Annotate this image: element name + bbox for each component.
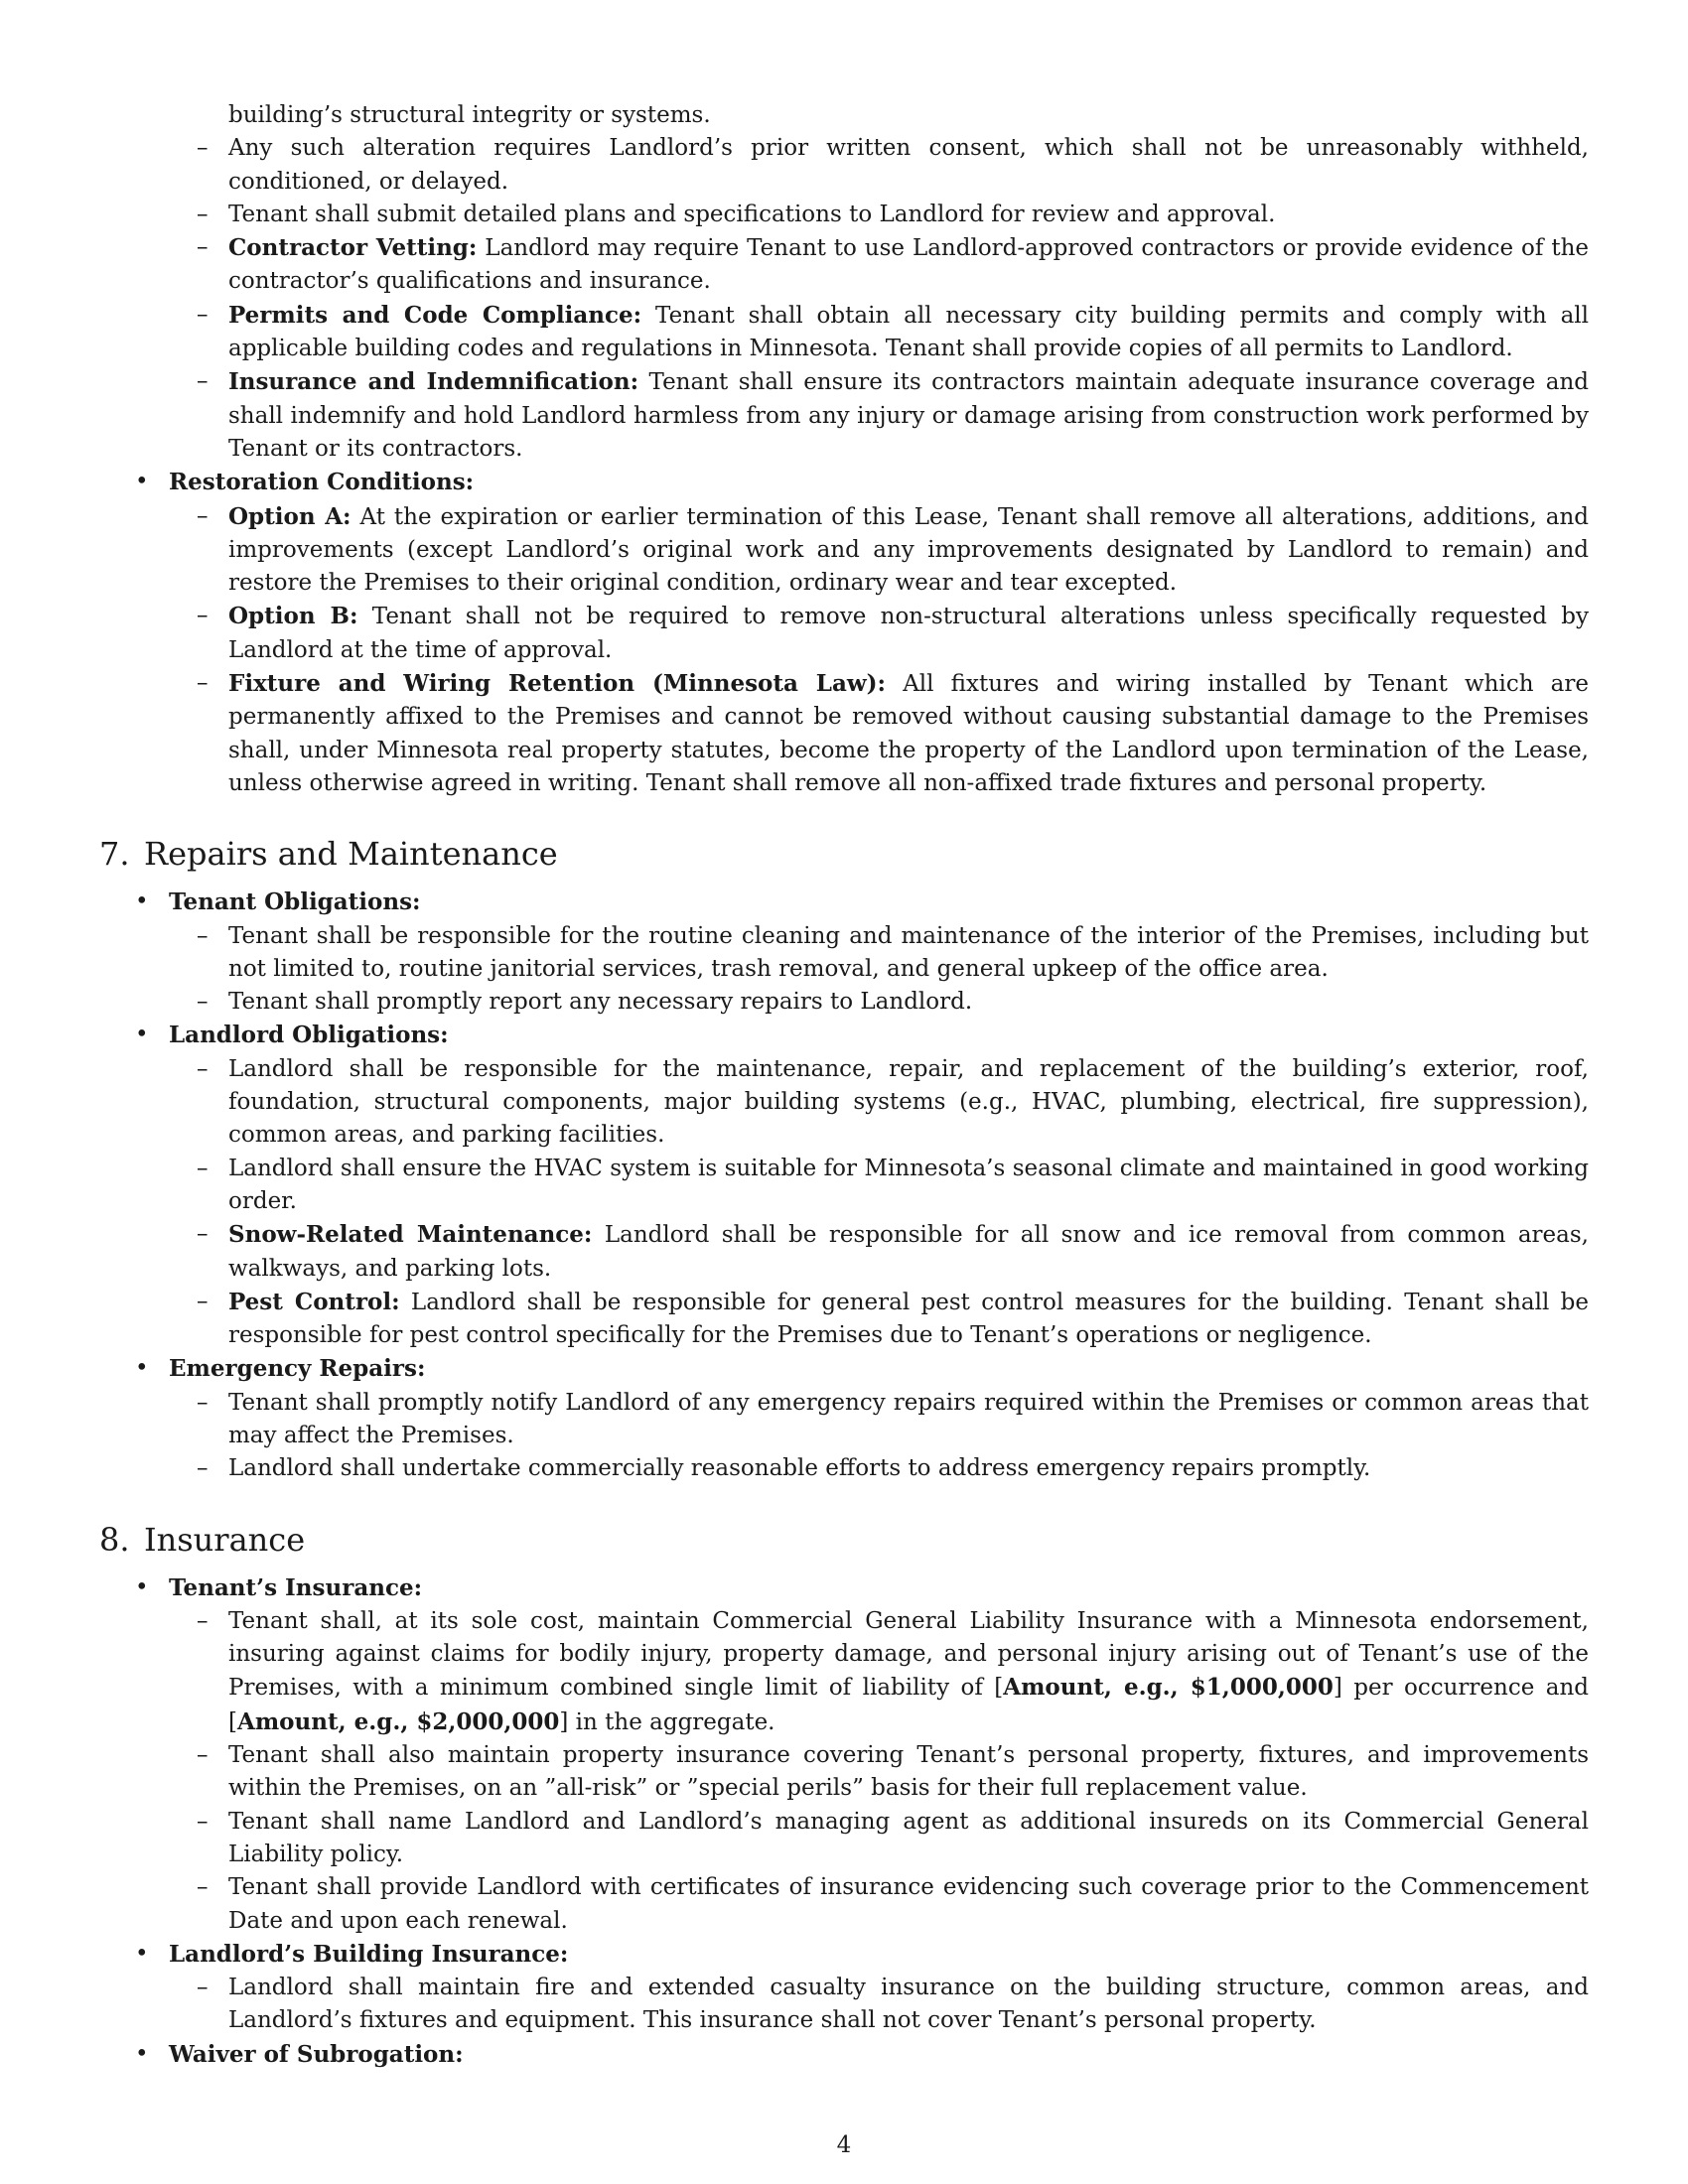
list-item <box>99 1806 1589 1872</box>
bullet-item <box>99 1352 1589 1386</box>
item-text: Tenant shall obtain all necessary city building permits and comply with all applicable building codes and regulations in Minnesota. Tenant shall provide copies of all permits to Landlord. <box>228 302 1589 362</box>
item-text: Landlord shall ensure the HVAC system is suitable for Minnesota’s seasonal climate and maintained in good working order. <box>228 1155 1589 1214</box>
list-item <box>99 231 1589 299</box>
tenant-obligations-list <box>99 886 1589 919</box>
item-text: At the expiration or earlier termination of this Lease, Tenant shall remove all alterations, additions, and improvements (except Landlord’s original work and any improvements designated by Landlord to remain) and restore the Premises to their original condition, ordinary wear and tear excepted. <box>228 503 1589 597</box>
section-number: 7. <box>99 835 130 874</box>
item-text: ] in the aggregate. <box>559 1708 775 1735</box>
item-lead: Permits and Code Compliance: <box>228 301 642 329</box>
page-number: 4 <box>836 2132 852 2158</box>
amount-aggregate: Amount, e.g., $2,000,000 <box>236 1707 560 1735</box>
waiver-list <box>99 2038 1589 2072</box>
bullet-heading: Landlord’s Building Insurance: <box>169 1940 569 1968</box>
item-text: Landlord shall maintain fire and extended casualty insurance on the building structure, common areas, and Landlord’s fixtures and equipment. This insurance shall not cover Tenant’s personal property. <box>228 1975 1589 2034</box>
emergency-repairs-list <box>99 1352 1589 1386</box>
list-item <box>99 1153 1589 1219</box>
item-text: Tenant shall be responsible for the routine cleaning and maintenance of the interior of the Premises, including but not limited to, routine janitorial services, trash removal, and general upkeep of the office area. <box>228 922 1589 982</box>
item-text: Landlord shall be responsible for all snow and ice removal from common areas, walkways, and parking lots. <box>228 1222 1589 1282</box>
item-lead: Snow-Related Maintenance: <box>228 1221 593 1249</box>
section-title: Insurance <box>144 1520 306 1559</box>
item-text: Tenant shall not be required to remove non-structural alterations unless specifically requested by Landlord at the time of approval. <box>228 604 1589 663</box>
bullet-heading: Waiver of Subrogation: <box>169 2040 464 2068</box>
list-item <box>99 1286 1589 1353</box>
list-item <box>99 299 1589 366</box>
item-lead: Option A: <box>228 502 352 530</box>
item-text: Landlord shall undertake commercially reasonable efforts to address emergency repairs promptly. <box>228 1455 1371 1482</box>
list-item <box>99 1605 1589 1739</box>
list-item <box>99 500 1589 601</box>
item-text: Tenant shall provide Landlord with certificates of insurance evidencing such coverage prior to the Commencement Date and upon each renewal. <box>228 1874 1589 1934</box>
landlord-insurance-list <box>99 1938 1589 1972</box>
item-text: Landlord shall be responsible for the maintenance, repair, and replacement of the building’s exterior, roof, foundation, structural components, major building systems (e.g., HVAC, plumbing, electrical, fire suppression), common areas, and parking facilities. <box>228 1055 1589 1149</box>
list-item <box>99 986 1589 1019</box>
item-lead: Pest Control: <box>228 1288 400 1315</box>
alterations-sublist <box>99 132 1589 466</box>
document-page <box>99 99 1589 2072</box>
section-heading <box>99 1520 1589 1560</box>
bullet-heading: Landlord Obligations: <box>169 1022 449 1049</box>
list-item <box>99 132 1589 199</box>
list-item <box>99 667 1589 800</box>
bullet-heading: Emergency Repairs: <box>169 1355 426 1383</box>
item-text: Tenant shall also maintain property insurance covering Tenant’s personal property, fixtures, and improvements within the Premises, on an ”all-risk” or ”special perils” basis for their full replacement value. <box>228 1742 1589 1802</box>
list-item <box>99 1452 1589 1485</box>
tenant-insurance-list <box>99 1571 1589 1605</box>
list-item <box>99 199 1589 231</box>
bullet-item <box>99 886 1589 919</box>
bullet-item <box>99 1938 1589 1972</box>
section-title: Repairs and Maintenance <box>144 835 558 874</box>
bullet-item <box>99 1019 1589 1052</box>
bullet-item <box>99 1571 1589 1605</box>
list-item <box>99 1871 1589 1938</box>
list-item <box>99 365 1589 466</box>
restoration-sublist <box>99 500 1589 801</box>
item-text: Tenant shall promptly report any necessary repairs to Landlord. <box>228 989 973 1016</box>
item-text: Tenant shall name Landlord and Landlord’s managing agent as additional insureds on its Commercial General Liability policy. <box>228 1808 1589 1867</box>
list-item <box>99 1218 1589 1286</box>
landlord-obligations-list <box>99 1019 1589 1052</box>
bullet-item <box>99 466 1589 499</box>
amount-occurrence: Amount, e.g., $1,000,000 <box>1003 1674 1334 1702</box>
item-text: Tenant shall, at its sole cost, maintain Commercial General Liability Insurance with a Minnesota endorsement, insuring against claims for bodily injury, property damage, and personal injury arising out of Tenant’s use of the Premises, with a minimum combined single limit of liability of [ <box>228 1607 1589 1702</box>
item-text: Tenant shall ensure its contractors maintain adequate insurance coverage and shall indemnify and hold Landlord harmless from any injury or damage arising from construction work performed by Tenant or its contractors. <box>228 369 1589 462</box>
item-text: Tenant shall submit detailed plans and specifications to Landlord for review and approval. <box>228 201 1276 227</box>
item-text: Landlord shall be responsible for general pest control measures for the building. Tenant shall be responsible for pest control specifically for the Premises due to Tenant’s operations or negligence. <box>228 1289 1589 1349</box>
item-lead: Option B: <box>228 603 358 630</box>
section-number: 8. <box>99 1520 130 1559</box>
list-item <box>99 600 1589 667</box>
item-lead: Contractor Vetting: <box>228 234 478 262</box>
landlord-insurance-sublist <box>99 1972 1589 2038</box>
item-text: Any such alteration requires Landlord’s prior written consent, which shall not be unreasonably withheld, conditioned, or delayed. <box>228 135 1589 195</box>
item-text: ] per occurrence and [ <box>228 1675 1589 1735</box>
section-heading <box>99 834 1589 874</box>
restoration-list <box>99 466 1589 499</box>
list-item <box>99 1387 1589 1453</box>
tenant-insurance-sublist <box>99 1605 1589 1938</box>
list-item <box>99 1053 1589 1153</box>
list-item <box>99 1972 1589 2038</box>
item-text: All fixtures and wiring installed by Tenant which are permanently affixed to the Premises and cannot be removed without causing substantial damage to the Premises shall, under Minnesota real property statutes, become the property of the Landlord upon termination of the Lease, unless otherwise agreed in writing. Tenant shall remove all non-affixed trade fixtures and personal property. <box>228 671 1589 796</box>
list-item <box>99 1739 1589 1806</box>
bullet-heading: Tenant Obligations: <box>169 888 421 916</box>
landlord-obligations-sublist <box>99 1053 1589 1353</box>
bullet-heading: Restoration Conditions: <box>169 469 475 496</box>
tenant-obligations-sublist <box>99 920 1589 1020</box>
item-text: Landlord may require Tenant to use Landlord-approved contractors or provide evidence of the contractor’s qualifications and insurance. <box>228 235 1589 295</box>
emergency-repairs-sublist <box>99 1387 1589 1486</box>
list-item <box>99 920 1589 987</box>
item-lead: Fixture and Wiring Retention (Minnesota Law): <box>228 670 887 698</box>
bullet-heading: Tenant’s Insurance: <box>169 1573 423 1601</box>
item-lead: Insurance and Indemnification: <box>228 368 639 396</box>
item-text: Tenant shall promptly notify Landlord of any emergency repairs required within the Premises or common areas that may affect the Premises. <box>228 1389 1589 1448</box>
bullet-item <box>99 2038 1589 2072</box>
continued-text: building’s structural integrity or systems. <box>228 102 711 128</box>
